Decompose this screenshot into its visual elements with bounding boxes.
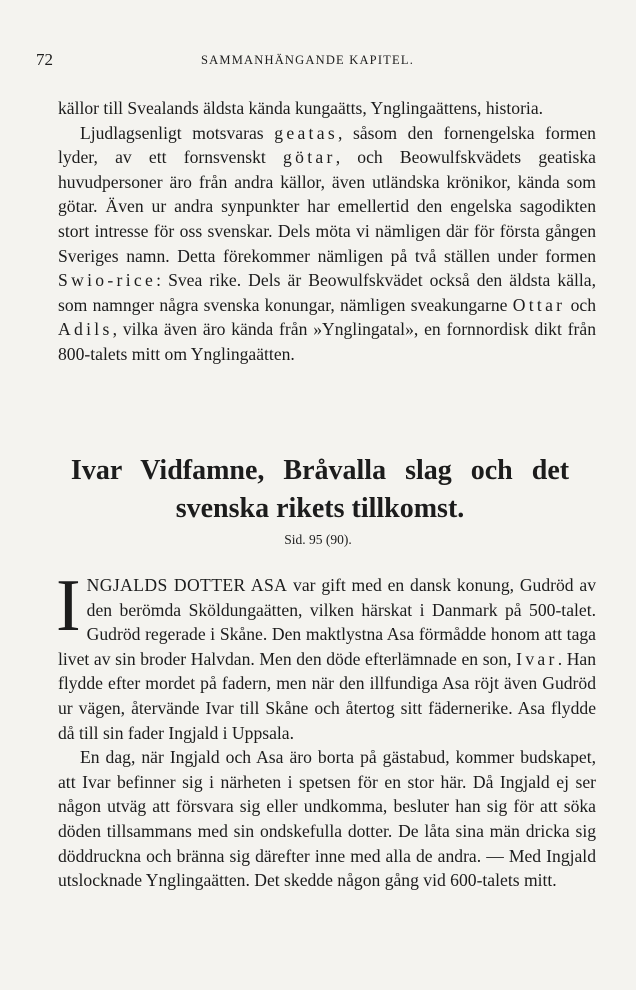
section-2-text [56,565,597,893]
heading-line-1: Ivar Vidfamne, Bråvalla slag och det [70,455,570,486]
paragraph-ljudlag: Ljudlagsenligt motsvaras geatas, såsom den fornengelska formen lyder, av ett fornsvenskt götar, och Beowulfskvädets geatiska huvudpersoner äro från andra källor, även utländska krönikor, kända som götar. Även ur andra synpunkter har emellertid den engelska sagodikten stort intresse för oss svenskar. Dels möta vi nämligen där för första gången Sveriges namn. Detta förekommer nämligen på två ställen under formen Swio-rice: Svea rike. Dels är Beowulfskvädet också den äldsta källa, som namnger några svenska konungar, nämligen sveakungarne Ottar och Adils, vilka även äro kända från »Ynglingatal», en fornnordisk dikt från 800-talets mitt om Ynglingaätten. [58,122,596,364]
paragraph-budskap: En dag, när Ingjald och Asa äro borta på gästabud, kommer budskapet, att Ivar befinner sig i närheten i spetsen för en stor här. Då Ingjald ej ser någon utväg att försvara sig eller undkomma, besluter han sig för att söka döden tillsammans med sin ondskefulla dotter. De låta sina män dricka sig döddruckna och bränna sig därefter inne med alla de andra. — Med Ingjald utslocknade Ynglingaätten. Det skedde någon gång vid 600-talets mitt. [58,747,596,891]
page-reference: Sid. 95 (90). [284,532,352,547]
heading-line-2: svenska rikets tillkomst. [175,493,465,524]
chapter-heading [36,452,604,528]
section-1-text [58,96,596,367]
drop-cap: I [56,565,81,647]
running-head: SAMMANHÄNGANDE KAPITEL. [201,53,415,67]
paragraph-ingjald: INGJALDS DOTTER ASA var gift med en dansk konung, Gudröd av den berömda Sköldungaätten, vilken härskat i Danmark på 500-talet. Gudröd regerade i Skåne. Den maktlystna Asa förmådde honom att taga livet av sin broder Halvdan. Men den döde efterlämnade en son, Ivar. Han flydde efter mordet på fadern, men när den illfundiga Asa röjt även Gudröd ur vägen, återvände Ivar till Skåne och återtog sitt fädernerike. Asa flydde då till sin fader Ingjald i Uppsala. [56,565,597,743]
page-number: 72 [36,50,53,69]
paragraph-continued: källor till Svealands äldsta kända kungaätts, Ynglingaättens, historia. [58,98,544,118]
page-header [36,50,596,72]
